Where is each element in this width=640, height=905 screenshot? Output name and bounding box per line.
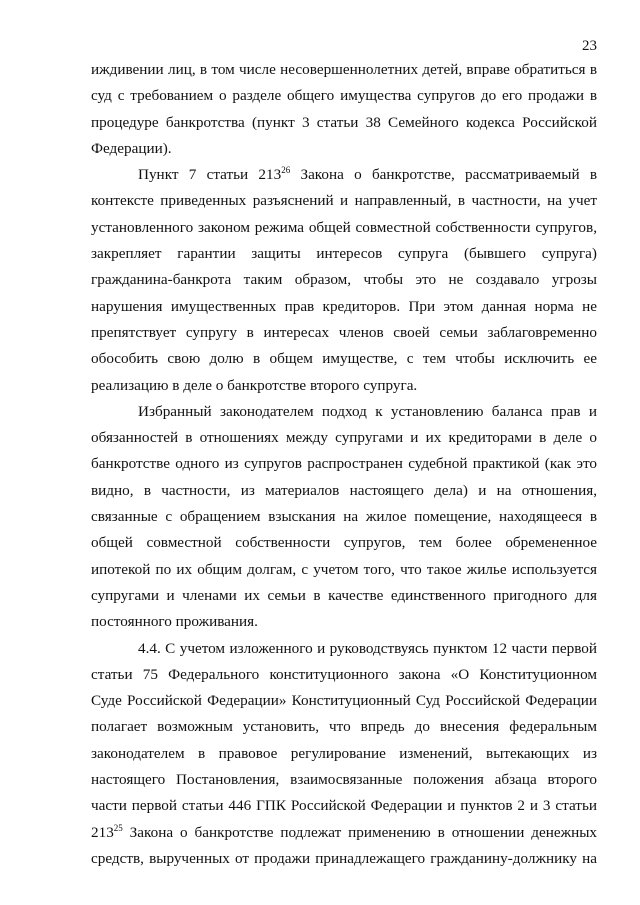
page-number: 23 <box>582 38 597 54</box>
text-line <box>91 320 597 346</box>
text-line-content: закрепляет гарантии защиты интересов супруга (бывшего супруга) <box>91 245 597 263</box>
text-line-content: обязанностей в отношениях между супругами и их кредиторами в деле о <box>91 429 597 447</box>
superscript-number: 26 <box>281 165 291 176</box>
text-line-content: Пункт 7 статьи 213 <box>138 166 282 184</box>
text-line-content: установленного законом режима общей совместной собственности супругов, <box>91 218 597 236</box>
text-line-content: иждивении лиц, в том числе несовершеннолетних детей, вправе обратиться в <box>91 61 597 78</box>
text-line <box>91 583 597 609</box>
text-line-content: части первой статьи 446 ГПК Российской Федерации и пунктов 2 и 3 статьи <box>91 797 597 815</box>
text-line <box>91 83 597 109</box>
text-line-content: суд с требованием о разделе общего имущества супругов до его продажи в <box>91 87 597 105</box>
text-line <box>91 451 597 477</box>
text-line <box>91 688 597 714</box>
text-line-content: препятствует супругу в интересах членов своей семьи заблаговременно <box>91 323 597 341</box>
text-line-content: постоянного проживания. <box>91 613 258 631</box>
text-line-content: общей совместной собственности супругов, тем более обремененное <box>91 534 597 552</box>
text-line <box>91 162 597 188</box>
text-line <box>91 188 597 214</box>
text-line-content: ипотекой по их общим долгам, с учетом того, что такое жилье используется <box>91 560 597 578</box>
text-line-content: видно, в частности, из материалов настоящего дела) и на отношения, <box>91 481 597 499</box>
text-line-content: банкротстве одного из супругов распространен судебной практикой (как это <box>91 455 597 473</box>
text-line-content: 213 <box>91 823 114 841</box>
text-line <box>91 714 597 740</box>
text-line-content: статьи 75 Федерального конституционного закона «О Конституционном <box>91 665 597 683</box>
text-line <box>91 609 597 635</box>
text-line <box>91 136 597 162</box>
text-line-content: полагает возможным установить, что впредь до внесения федеральным <box>91 718 597 736</box>
text-line-content: Избранный законодателем подход к установлению баланса прав и <box>138 402 597 420</box>
text-line <box>91 267 597 293</box>
text-line <box>91 478 597 504</box>
text-line <box>91 346 597 372</box>
text-line <box>91 662 597 688</box>
text-line-content: обособить свою долю в общем имуществе, с тем чтобы исключить ее <box>91 350 597 368</box>
text-line <box>91 530 597 556</box>
text-line <box>91 846 597 872</box>
text-line <box>91 793 597 819</box>
body-text <box>91 57 597 872</box>
text-line <box>91 399 597 425</box>
text-line-continuation: Закона о банкротстве, рассматриваемый в <box>290 166 598 184</box>
text-line-content: Суде Российской Федерации» Конституционный Суд Российской Федерации <box>91 692 597 710</box>
text-line <box>91 57 597 83</box>
text-line-content: связанные с обращением взыскания на жилое помещение, находящееся в <box>91 508 597 526</box>
text-line-content: средств, вырученных от продажи принадлежащего гражданину-должнику на <box>91 849 597 867</box>
text-line <box>91 741 597 767</box>
text-line-content: гражданина-банкрота таким образом, чтобы это не создавало угрозы <box>91 271 597 289</box>
text-line-content: контексте приведенных разъяснений и направленный, в частности, на учет <box>91 192 597 210</box>
text-line <box>91 110 597 136</box>
text-line <box>91 241 597 267</box>
text-line <box>91 294 597 320</box>
text-line-content: законодателем в правовое регулирование изменений, вытекающих из <box>91 744 597 762</box>
text-line-content: Федерации). <box>91 139 172 157</box>
text-line-content: процедуре банкротства (пункт 3 статьи 38 Семейного кодекса Российской <box>91 113 597 131</box>
text-line <box>91 215 597 241</box>
text-line <box>91 373 597 399</box>
text-line-continuation: Закона о банкротстве подлежат применению в отношении денежных <box>122 823 597 841</box>
text-line <box>91 557 597 583</box>
text-line <box>91 820 597 846</box>
text-line-content: супругами и членами их семьи в качестве единственного пригодного для <box>91 586 597 604</box>
text-line <box>91 767 597 793</box>
text-line-content: настоящего Постановления, взаимосвязанные положения абзаца второго <box>91 771 597 789</box>
text-line-content: реализацию в деле о банкротстве второго супруга. <box>91 376 418 394</box>
text-line <box>91 636 597 662</box>
text-line <box>91 504 597 530</box>
superscript-number: 25 <box>113 822 123 833</box>
text-line-content: нарушения имущественных прав кредиторов. При этом данная норма не <box>91 297 597 315</box>
text-line <box>91 425 597 451</box>
text-line-content: 4.4. С учетом изложенного и руководствуясь пунктом 12 части первой <box>138 639 597 657</box>
